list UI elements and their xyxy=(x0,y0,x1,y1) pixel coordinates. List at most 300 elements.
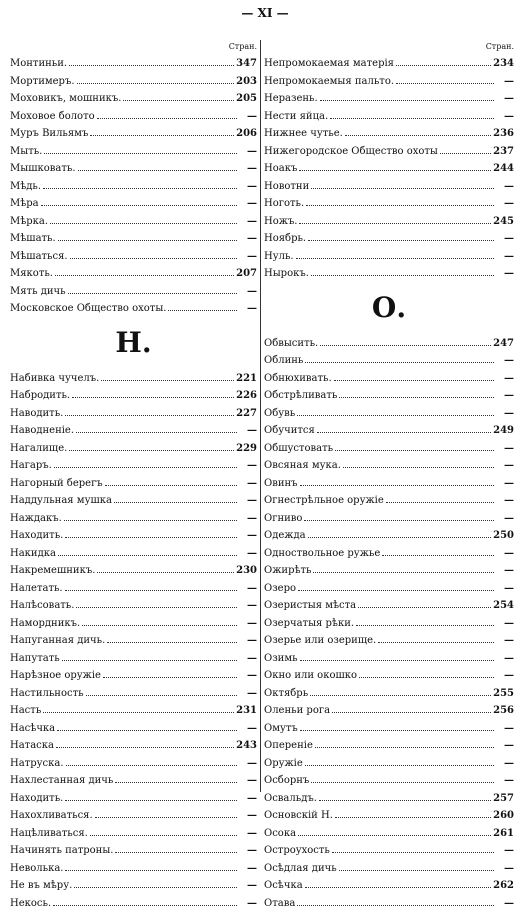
entry-page: 247 xyxy=(493,335,514,352)
entry-page: — xyxy=(496,510,514,527)
index-entry xyxy=(10,614,257,632)
entry-term: Озерье или озерище. xyxy=(264,632,376,649)
index-entry xyxy=(264,124,514,142)
entry-term: Основскій Н. xyxy=(264,807,333,824)
dot-leader xyxy=(97,561,234,573)
index-entry xyxy=(264,334,514,352)
index-entry xyxy=(264,54,514,72)
dot-leader xyxy=(65,579,237,591)
entry-page: — xyxy=(239,685,257,702)
index-entry xyxy=(10,771,257,789)
entry-page: — xyxy=(239,475,257,492)
entry-page: — xyxy=(496,615,514,632)
entry-term: Налетать. xyxy=(10,580,63,597)
entry-term: Мышковать. xyxy=(10,160,76,177)
entry-term: Некось. xyxy=(10,895,51,911)
index-entry xyxy=(264,72,514,90)
index-entry xyxy=(264,386,514,404)
entry-page: — xyxy=(239,860,257,877)
entry-term: Обстрѣливать xyxy=(264,387,337,404)
dot-leader xyxy=(311,264,494,276)
entry-term: Нахлестанная дичь xyxy=(10,772,113,789)
dot-leader xyxy=(114,491,237,503)
dot-leader xyxy=(168,299,237,311)
entry-term: Обвысить. xyxy=(264,335,318,352)
dot-leader xyxy=(319,789,491,801)
entry-term: Нижегородское Общество охоты xyxy=(264,143,438,160)
entry-page: 205 xyxy=(236,90,257,107)
index-entry xyxy=(10,666,257,684)
dot-leader xyxy=(76,421,237,433)
dot-leader xyxy=(297,894,494,906)
dot-leader xyxy=(43,177,237,189)
entry-page: 231 xyxy=(236,702,257,719)
entry-page: 221 xyxy=(236,370,257,387)
entry-term: Насѣчка xyxy=(10,720,55,737)
entry-term: Обувь xyxy=(264,405,295,422)
dot-leader xyxy=(107,631,237,643)
entry-page: 229 xyxy=(236,440,257,457)
index-entry xyxy=(264,841,514,859)
index-entry xyxy=(10,72,257,90)
entry-term: Нагорный берегъ xyxy=(10,475,103,492)
page-number: — XI — xyxy=(0,6,530,20)
dot-leader xyxy=(339,386,494,398)
entry-term: Нести яйца. xyxy=(264,108,328,125)
entry-page: — xyxy=(496,178,514,195)
entry-term: Облинь xyxy=(264,352,303,369)
entry-term: Напутать xyxy=(10,650,60,667)
index-entry xyxy=(10,89,257,107)
entry-page: 203 xyxy=(236,73,257,90)
dot-leader xyxy=(386,491,494,503)
index-entry xyxy=(264,631,514,649)
index-entry xyxy=(264,684,514,702)
entry-term: Непромокаемыя пальто. xyxy=(264,73,394,90)
dot-leader xyxy=(332,841,494,853)
entry-term: Мортимеръ. xyxy=(10,73,75,90)
entry-page: 255 xyxy=(493,685,514,702)
entry-term: Озимь xyxy=(264,650,298,667)
entry-term: Ноябрь. xyxy=(264,230,306,247)
entry-page: — xyxy=(496,895,514,911)
entry-page: — xyxy=(239,143,257,160)
entry-term: Наждакъ. xyxy=(10,510,62,527)
index-entry xyxy=(10,509,257,527)
dot-leader xyxy=(296,247,494,259)
index-entry xyxy=(264,579,514,597)
entry-page: — xyxy=(239,615,257,632)
dot-leader xyxy=(298,579,494,591)
entry-page: 230 xyxy=(236,562,257,579)
dot-leader xyxy=(305,876,491,888)
index-entry xyxy=(264,491,514,509)
entry-term: Находить. xyxy=(10,790,63,807)
dot-leader xyxy=(396,72,494,84)
entry-term: Нагалище. xyxy=(10,440,67,457)
index-entry xyxy=(10,439,257,457)
entry-term: Набродить. xyxy=(10,387,70,404)
index-entry xyxy=(264,754,514,772)
entry-page: — xyxy=(496,387,514,404)
index-entry xyxy=(264,439,514,457)
right-column xyxy=(264,40,514,911)
index-entry xyxy=(10,561,257,579)
entry-page: — xyxy=(239,178,257,195)
dot-leader xyxy=(97,107,237,119)
index-entry xyxy=(10,491,257,509)
entry-page: 227 xyxy=(236,405,257,422)
dot-leader xyxy=(101,369,234,381)
entry-term: Натаска xyxy=(10,737,54,754)
index-entry xyxy=(264,247,514,265)
dot-leader xyxy=(311,771,494,783)
index-entry xyxy=(264,369,514,387)
index-entry xyxy=(10,142,257,160)
entry-term: Нуль. xyxy=(264,248,294,265)
entry-term: Оружіе xyxy=(264,755,303,772)
index-entry xyxy=(264,474,514,492)
dot-leader xyxy=(44,142,237,154)
entry-page: — xyxy=(496,352,514,369)
dot-leader xyxy=(54,456,237,468)
entry-page: — xyxy=(239,790,257,807)
dot-leader xyxy=(440,142,491,154)
entry-page: — xyxy=(239,755,257,772)
entry-term: Наводненіе. xyxy=(10,422,74,439)
dot-leader xyxy=(310,684,491,696)
entry-page: — xyxy=(496,73,514,90)
entry-page: — xyxy=(496,772,514,789)
entry-term: Нижнее чутье. xyxy=(264,125,343,142)
entry-term: Мыть. xyxy=(10,143,42,160)
entry-page: — xyxy=(239,545,257,562)
entry-term: Нырокъ. xyxy=(264,265,309,282)
index-entry xyxy=(10,107,257,125)
entry-page: — xyxy=(496,248,514,265)
index-entry xyxy=(264,719,514,737)
entry-term: Одежда xyxy=(264,527,306,544)
index-entry xyxy=(264,789,514,807)
index-entry xyxy=(10,789,257,807)
index-entry xyxy=(10,404,257,422)
dot-leader xyxy=(300,474,494,486)
entry-term: Настильность xyxy=(10,685,84,702)
index-entry xyxy=(264,736,514,754)
entry-term: Обнюхивать. xyxy=(264,370,332,387)
entry-page: — xyxy=(239,527,257,544)
entry-term: Муръ Вильямъ xyxy=(10,125,88,142)
dot-leader xyxy=(95,806,237,818)
dot-leader xyxy=(90,824,237,836)
dot-leader xyxy=(304,509,494,521)
entry-term: Моховое болото xyxy=(10,108,95,125)
entry-term: Ножъ. xyxy=(264,213,297,230)
entry-page: — xyxy=(239,248,257,265)
index-entry xyxy=(10,841,257,859)
entry-page: — xyxy=(239,160,257,177)
index-entry xyxy=(264,456,514,474)
dot-leader xyxy=(74,876,237,888)
dot-leader xyxy=(320,334,491,346)
index-entry xyxy=(10,736,257,754)
entry-term: Остроухость xyxy=(264,842,330,859)
entry-page: — xyxy=(239,108,257,125)
page-column-header: Стран. xyxy=(264,40,514,54)
dot-leader xyxy=(311,177,494,189)
entry-term: Начинять патроны. xyxy=(10,842,113,859)
entry-term: Освальдъ. xyxy=(264,790,317,807)
entry-term: Озеристыя мѣста xyxy=(264,597,356,614)
dot-leader xyxy=(65,526,237,538)
index-section xyxy=(10,369,257,911)
entry-page: 257 xyxy=(493,790,514,807)
index-entry xyxy=(264,212,514,230)
index-entry xyxy=(264,561,514,579)
entry-term: Моховикъ, мошникъ. xyxy=(10,90,121,107)
dot-leader xyxy=(305,754,494,766)
entry-page: — xyxy=(239,772,257,789)
dot-leader xyxy=(300,719,494,731)
entry-term: Монтиньи. xyxy=(10,55,67,72)
section-letter: Н. xyxy=(10,317,257,369)
entry-page: 207 xyxy=(236,265,257,282)
entry-term: Наводить. xyxy=(10,405,63,422)
entry-term: Осѣчка xyxy=(264,877,303,894)
entry-term: Мять дичь xyxy=(10,283,66,300)
index-entry xyxy=(264,701,514,719)
index-entry xyxy=(264,876,514,894)
index-entry xyxy=(10,544,257,562)
entry-page: — xyxy=(239,283,257,300)
entry-page: 237 xyxy=(493,143,514,160)
dot-leader xyxy=(378,631,494,643)
entry-term: Озеро xyxy=(264,580,296,597)
dot-leader xyxy=(343,456,494,468)
entry-page: 245 xyxy=(493,213,514,230)
entry-page: — xyxy=(496,667,514,684)
index-entry xyxy=(10,684,257,702)
entry-page: — xyxy=(239,195,257,212)
index-entry xyxy=(264,771,514,789)
entry-page: — xyxy=(239,213,257,230)
index-entry xyxy=(10,194,257,212)
entry-term: Омутъ xyxy=(264,720,298,737)
entry-page: — xyxy=(496,492,514,509)
entry-term: Овсяная мука. xyxy=(264,457,341,474)
entry-page: — xyxy=(239,597,257,614)
index-entry xyxy=(10,859,257,877)
dot-leader xyxy=(56,736,234,748)
dot-leader xyxy=(335,806,491,818)
index-entry xyxy=(10,631,257,649)
entry-page: — xyxy=(496,475,514,492)
dot-leader xyxy=(356,614,494,626)
entry-term: Насть xyxy=(10,702,41,719)
dot-leader xyxy=(90,124,234,136)
entry-term: Мякоть. xyxy=(10,265,53,282)
dot-leader xyxy=(306,194,494,206)
dot-leader xyxy=(382,544,494,556)
entry-term: Мѣшаться. xyxy=(10,248,68,265)
index-entry xyxy=(264,421,514,439)
entry-page: — xyxy=(239,632,257,649)
entry-page: 206 xyxy=(236,125,257,142)
entry-page: — xyxy=(239,230,257,247)
entry-page: 226 xyxy=(236,387,257,404)
index-entry xyxy=(264,666,514,684)
dot-leader xyxy=(62,649,237,661)
dot-leader xyxy=(299,212,491,224)
dot-leader xyxy=(69,439,234,451)
entry-term: Нарѣзное оружіе xyxy=(10,667,101,684)
entry-term: Нагаръ. xyxy=(10,457,52,474)
dot-leader xyxy=(58,229,237,241)
dot-leader xyxy=(305,351,494,363)
entry-term: Огнестрѣльное оружіе xyxy=(264,492,384,509)
dot-leader xyxy=(115,771,237,783)
dot-leader xyxy=(58,544,237,556)
dot-leader xyxy=(315,736,494,748)
index-entry xyxy=(264,404,514,422)
index-entry xyxy=(10,701,257,719)
entry-term: Находить. xyxy=(10,527,63,544)
column-divider xyxy=(260,40,261,792)
entry-page: 250 xyxy=(493,527,514,544)
dot-leader xyxy=(65,404,234,416)
entry-term: Ноакъ xyxy=(264,160,297,177)
entry-page: — xyxy=(496,632,514,649)
index-entry xyxy=(10,177,257,195)
entry-page: 249 xyxy=(493,422,514,439)
index-entry xyxy=(10,719,257,737)
entry-term: Накидка xyxy=(10,545,56,562)
entry-page: 244 xyxy=(493,160,514,177)
entry-term: Октябрь xyxy=(264,685,308,702)
entry-term: Огниво xyxy=(264,510,302,527)
index-entry xyxy=(10,649,257,667)
entry-page: 262 xyxy=(493,877,514,894)
entry-term: Осока xyxy=(264,825,296,842)
entry-page: — xyxy=(239,877,257,894)
dot-leader xyxy=(72,386,234,398)
page-column-header: Стран. xyxy=(10,40,257,54)
index-entry xyxy=(10,386,257,404)
index-entry xyxy=(264,526,514,544)
index-entry xyxy=(10,369,257,387)
entry-page: — xyxy=(239,457,257,474)
dot-leader xyxy=(313,561,494,573)
entry-term: Мѣрка. xyxy=(10,213,48,230)
index-entry xyxy=(10,282,257,300)
index-entry xyxy=(10,754,257,772)
index-entry xyxy=(264,614,514,632)
dot-leader xyxy=(43,701,234,713)
entry-term: Неволька. xyxy=(10,860,63,877)
dot-leader xyxy=(300,649,494,661)
entry-page: — xyxy=(239,807,257,824)
dot-leader xyxy=(69,54,234,66)
entry-term: Напуганная дичь. xyxy=(10,632,105,649)
entry-term: Не въ мѣру. xyxy=(10,877,72,894)
entry-page: 256 xyxy=(493,702,514,719)
dot-leader xyxy=(320,89,494,101)
entry-term: Озерчатыя рѣки. xyxy=(264,615,354,632)
index-entry xyxy=(264,229,514,247)
entry-page: — xyxy=(239,842,257,859)
entry-page: — xyxy=(496,370,514,387)
entry-term: Мѣшать. xyxy=(10,230,56,247)
dot-leader xyxy=(358,596,491,608)
entry-term: Намордникъ. xyxy=(10,615,80,632)
entry-page: — xyxy=(496,195,514,212)
entry-term: Обшустовать xyxy=(264,440,333,457)
entry-page: — xyxy=(496,755,514,772)
index-entry xyxy=(10,596,257,614)
entry-page: — xyxy=(239,422,257,439)
index-entry xyxy=(10,579,257,597)
entry-term: Ожирѣть xyxy=(264,562,311,579)
dot-leader xyxy=(115,841,237,853)
entry-term: Оперенiе xyxy=(264,737,313,754)
index-entry xyxy=(264,824,514,842)
index-section xyxy=(264,334,514,911)
dot-leader xyxy=(70,247,237,259)
entry-page: — xyxy=(239,300,257,317)
dot-leader xyxy=(68,282,237,294)
index-entry xyxy=(264,107,514,125)
dot-leader xyxy=(359,666,494,678)
index-entry xyxy=(10,159,257,177)
entry-page: — xyxy=(496,230,514,247)
index-entry xyxy=(264,194,514,212)
entry-page: — xyxy=(496,545,514,562)
index-entry xyxy=(264,596,514,614)
index-entry xyxy=(264,177,514,195)
entry-term: Мѣра xyxy=(10,195,39,212)
entry-page: — xyxy=(496,720,514,737)
entry-page: — xyxy=(239,580,257,597)
dot-leader xyxy=(53,894,237,906)
index-entry xyxy=(264,859,514,877)
entry-page: — xyxy=(496,440,514,457)
dot-leader xyxy=(57,719,237,731)
index-entry xyxy=(264,649,514,667)
entry-page: — xyxy=(239,510,257,527)
index-section xyxy=(264,54,514,282)
index-entry xyxy=(264,351,514,369)
index-entry xyxy=(264,806,514,824)
index-entry xyxy=(10,526,257,544)
dot-leader xyxy=(332,701,491,713)
index-entry xyxy=(10,456,257,474)
entry-term: Новотни xyxy=(264,178,309,195)
entry-page: — xyxy=(496,457,514,474)
index-entry xyxy=(10,824,257,842)
entry-page: — xyxy=(496,108,514,125)
entry-term: Обучится xyxy=(264,422,315,439)
entry-term: Осборнъ xyxy=(264,772,309,789)
entry-term: Натруска. xyxy=(10,755,64,772)
dot-leader xyxy=(297,404,494,416)
index-entry xyxy=(10,421,257,439)
index-entry xyxy=(10,54,257,72)
entry-page: — xyxy=(496,562,514,579)
entry-term: Одноствольное ружье xyxy=(264,545,380,562)
dot-leader xyxy=(335,439,494,451)
dot-leader xyxy=(396,54,491,66)
entry-page: 243 xyxy=(236,737,257,754)
